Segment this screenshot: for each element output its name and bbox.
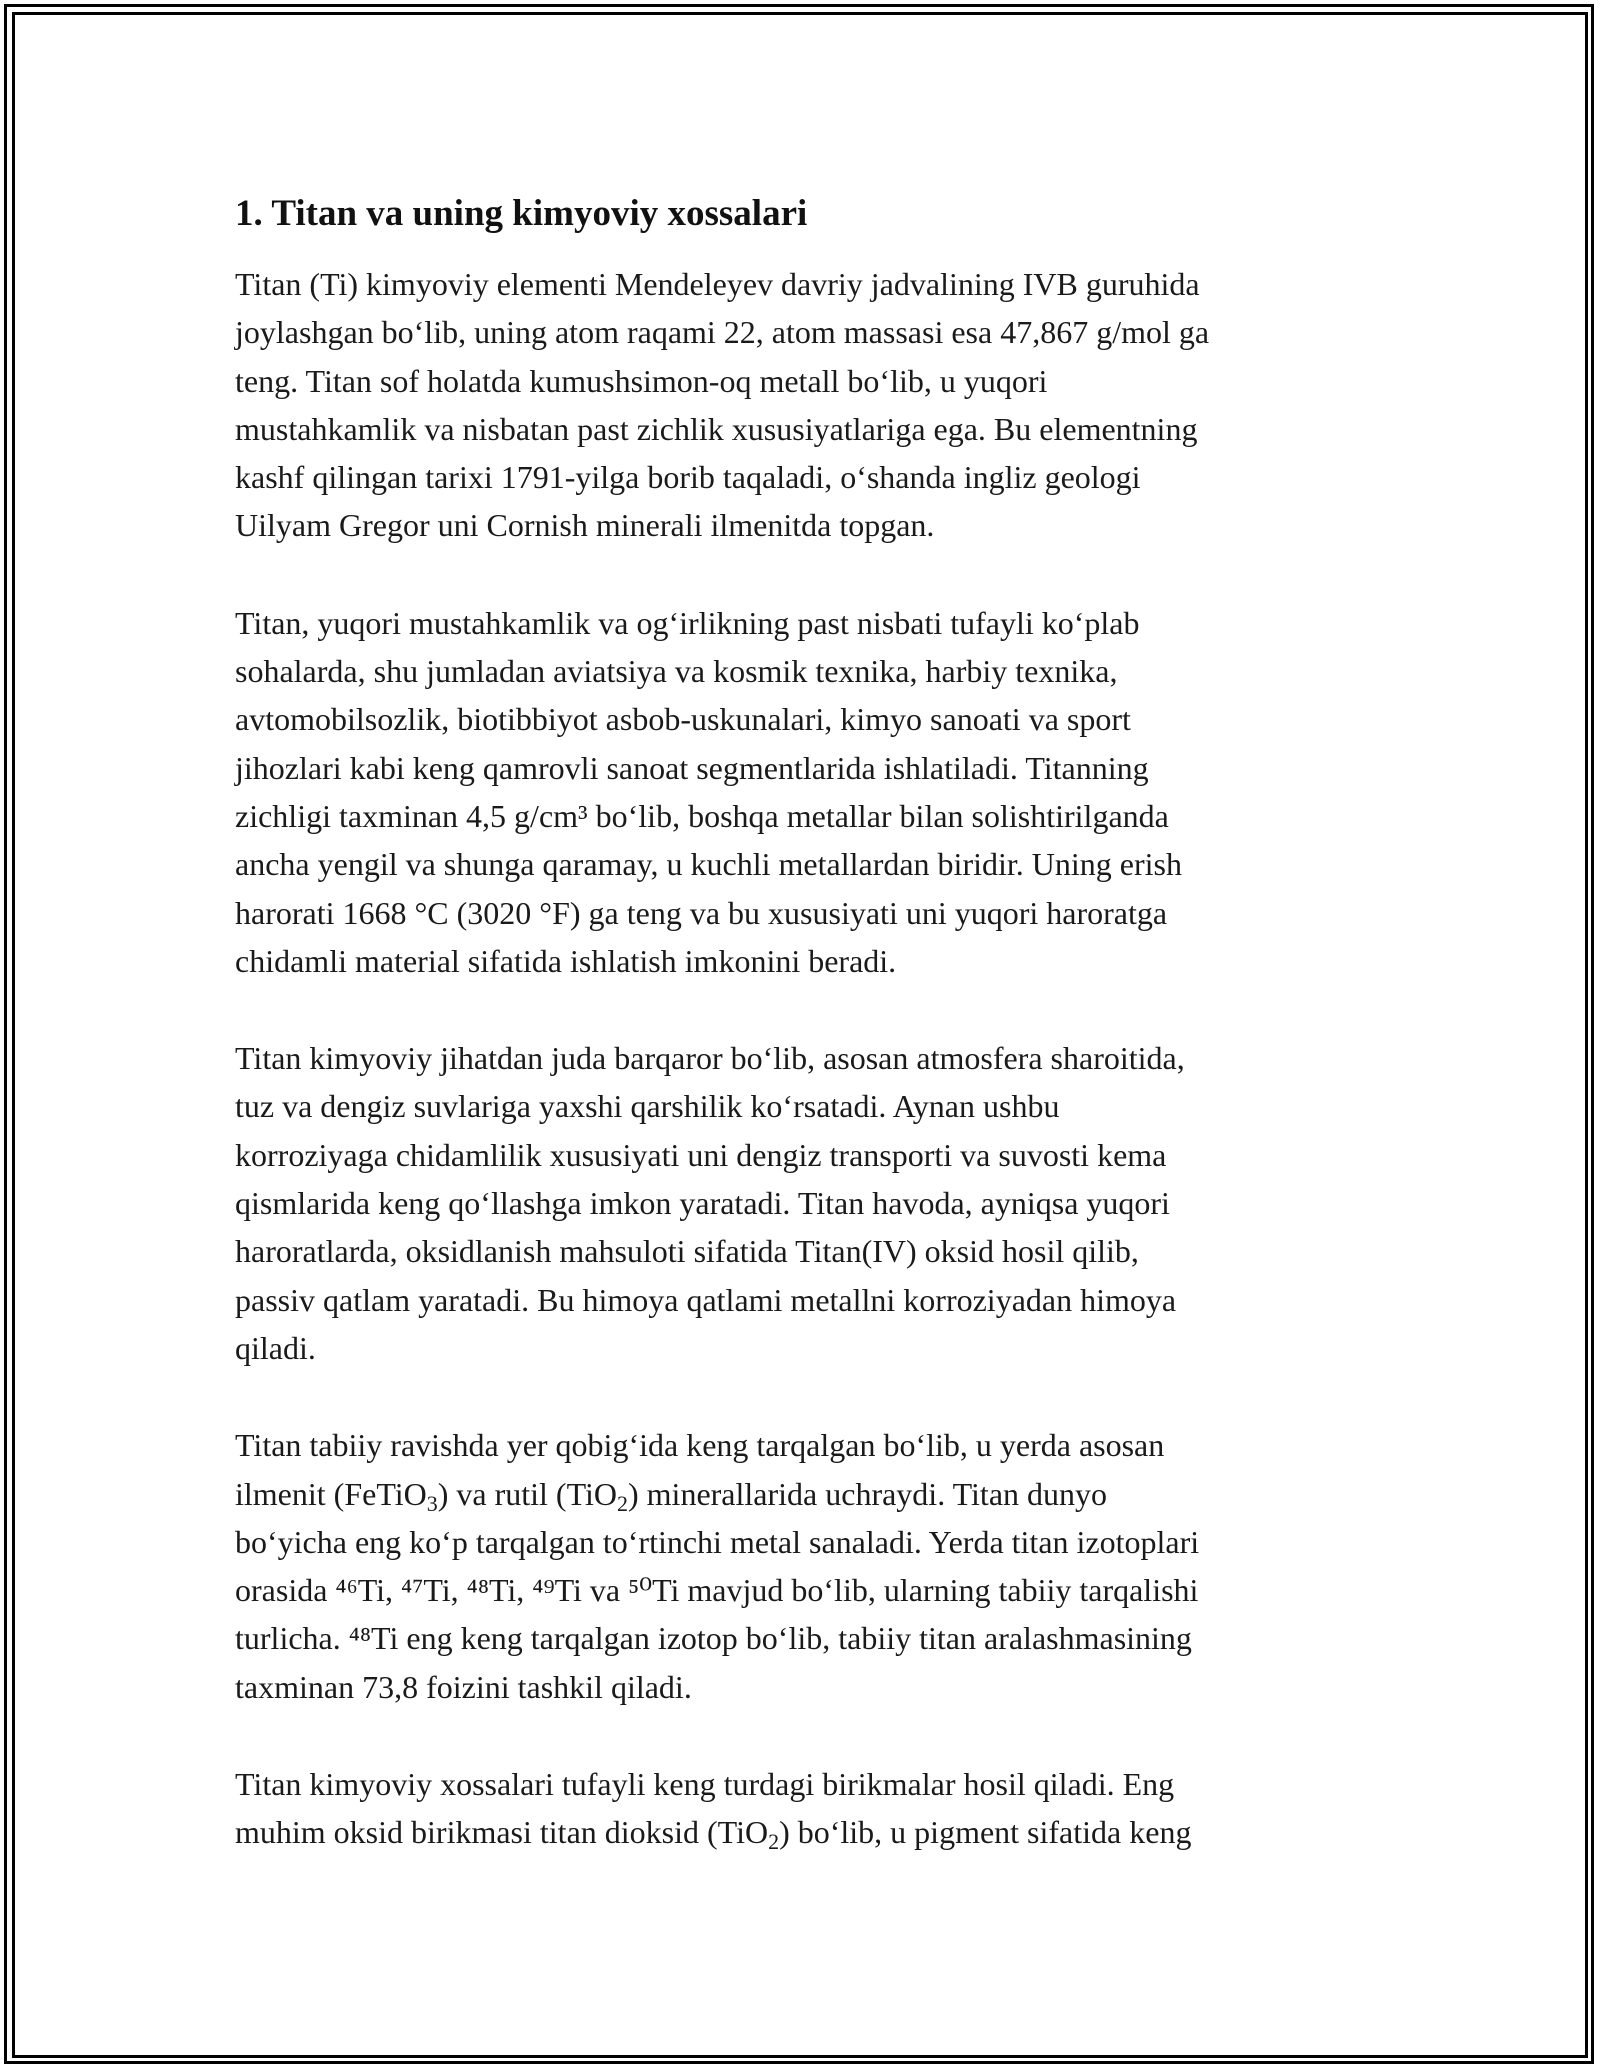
paragraph-4 bbox=[235, 1421, 1375, 1711]
p4-line-2b: ) va rutil (TiO bbox=[437, 1475, 617, 1512]
p5-line-2b: ) bo‘lib, u pigment sifatida keng bbox=[779, 1814, 1192, 1851]
document-body bbox=[235, 188, 1375, 1906]
p5-line-1: Titan kimyoviy xossalari tufayli keng turdagi birikmalar hosil qiladi. Eng bbox=[235, 1766, 1175, 1803]
section-heading: 1. Titan va uning kimyoviy xossalari bbox=[235, 193, 808, 234]
paragraph-1: Titan (Ti) kimyoviy elementi Mendeleyev davriy jadvalining IVB guruhida joylashgan bo‘lib, uning atom raqami 22, atom massasi esa 47,867 g/mol ga teng. Titan sof holatda kumushsimon-oq metall bo‘lib, u yuqori mustahkamlik va nisbatan past zichlik xususiyatlariga ega. Bu elementning kashf qilingan tarixi 1791-yilga borib taqaladi, o‘shanda ingliz geologi Uilyam Gregor uni Cornish minerali ilmenitda topgan. bbox=[235, 266, 1210, 544]
paragraph-3: Titan kimyoviy jihatdan juda barqaror bo‘lib, asosan atmosfera sharoitida, tuz va dengiz suvlariga yaxshi qarshilik ko‘rsatadi. Aynan ushbu korroziyaga chidamlilik xususiyati uni dengiz transporti va suvosti kema qismlarida keng qo‘llashga imkon yaratadi. Titan havoda, ayniqsa yuqori haroratlarda, oksidlanish mahsuloti sifatida Titan(IV) oksid hosil qilib, passiv qatlam yaratadi. Bu himoya qatlami metallni korroziyadan himoya qiladi. bbox=[235, 1040, 1185, 1366]
p4-sub-2: 2 bbox=[617, 1490, 628, 1516]
p4-line-6: taxminan 73,8 foizini tashkil qiladi. bbox=[235, 1668, 692, 1705]
p4-line-2c: ) minerallarida uchraydi. Titan dunyo bbox=[628, 1475, 1108, 1512]
p4-line-4: orasida ⁴⁶Ti, ⁴⁷Ti, ⁴⁸Ti, ⁴⁹Ti va ⁵⁰Ti mavjud bo‘lib, ularning tabiiy tarqalishi bbox=[235, 1572, 1199, 1609]
paragraph-2: Titan, yuqori mustahkamlik va og‘irlikning past nisbati tufayli ko‘plab sohalarda, shu jumladan aviatsiya va kosmik texnika, harbiy texnika, avtomobilsozlik, biotibbiyot asbob-uskunalari, kimyo sanoati va sport jihozlari kabi keng qamrovli sanoat segmentlarida ishlatiladi. Titanning zichligi taxminan 4,5 g/cm³ bo‘lib, boshqa metallar bilan solishtirilganda ancha yengil va shunga qaramay, u kuchli metallardan biridir. Uning erish harorati 1668 °C (3020 °F) ga teng va bu xususiyati uni yuqori haroratga chidamli material sifatida ishlatish imkonini beradi. bbox=[235, 604, 1182, 979]
p5-line-2a: muhim oksid birikmasi titan dioksid (TiO bbox=[235, 1814, 769, 1851]
p4-sub-3: 3 bbox=[426, 1490, 438, 1516]
p4-line-1: Titan tabiiy ravishda yer qobig‘ida keng tarqalgan bo‘lib, u yerda asosan bbox=[235, 1427, 1165, 1464]
p4-line-5: turlicha. ⁴⁸Ti eng keng tarqalgan izotop bo‘lib, tabiiy titan aralashmasining bbox=[235, 1620, 1192, 1657]
p5-sub-2: 2 bbox=[768, 1829, 780, 1855]
paragraph-5 bbox=[235, 1760, 1375, 1857]
p4-line-3: bo‘yicha eng ko‘p tarqalgan to‘rtinchi metal sanaladi. Yerda titan izotoplari bbox=[235, 1523, 1200, 1560]
p4-line-2a: ilmenit (FeTiO bbox=[235, 1475, 427, 1512]
